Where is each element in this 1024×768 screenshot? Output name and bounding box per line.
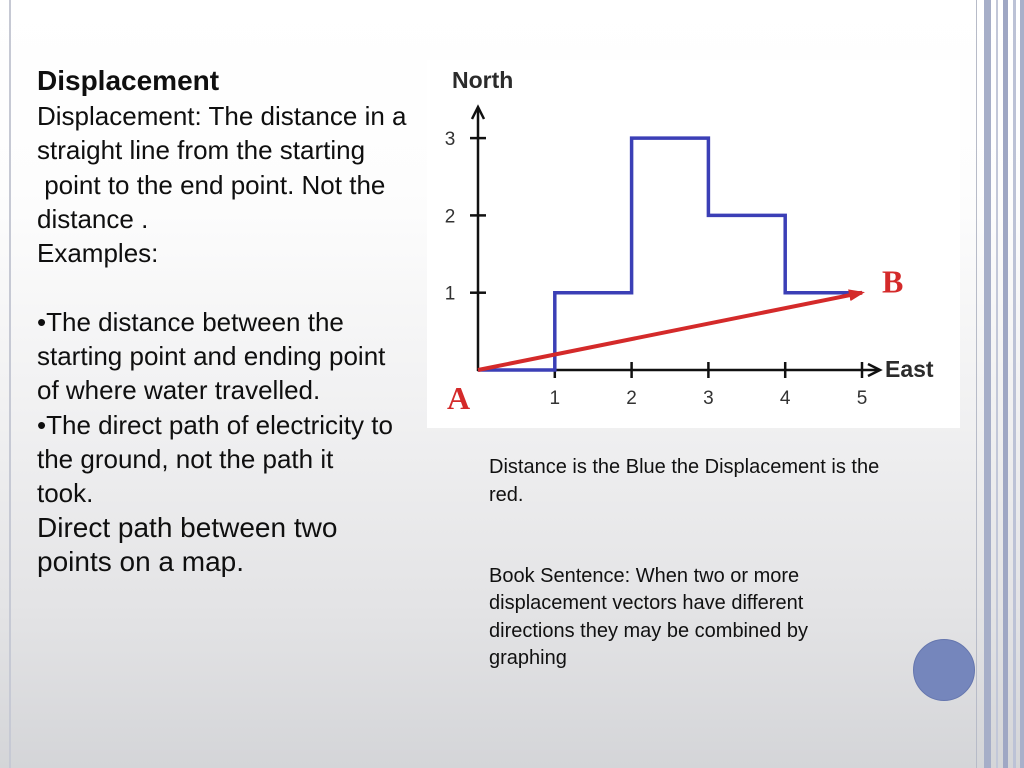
right-border-stripe — [996, 0, 998, 768]
book-sentence: Book Sentence: When two or more displacement vectors have different directions they may be combined by graphing — [489, 565, 809, 669]
examples-label: Examples: — [37, 238, 159, 269]
x-tick-label-5: 5 — [856, 388, 868, 409]
map-note: Direct path between two points on a map. — [37, 511, 338, 577]
left-text-column — [37, 62, 423, 579]
left-border-line — [9, 0, 11, 768]
example-item-water: •The distance between the starting point and ending point of where water travelled. — [37, 306, 386, 406]
right-border-stripe — [1003, 0, 1008, 768]
definition-text: Displacement: The distance in a straight line from the starting point to the end point. Not the distance . — [37, 101, 407, 234]
end-point-label: B — [882, 263, 904, 300]
graph-panel — [427, 60, 960, 428]
example-item-electricity: •The direct path of electricity to the ground, not the path it took. — [37, 409, 393, 509]
y-tick-label-1: 1 — [444, 283, 456, 305]
x-tick-label-3: 3 — [703, 388, 714, 409]
x-tick-label-1: 1 — [549, 388, 561, 409]
start-point-label: A — [447, 380, 471, 416]
slide-title: Displacement — [37, 65, 220, 96]
right-border-stripe — [1020, 0, 1024, 768]
right-border-stripe — [1013, 0, 1016, 768]
blank-line — [37, 270, 423, 304]
x-tick-label-4: 4 — [779, 388, 791, 409]
y-tick-label-2: 2 — [444, 206, 456, 228]
x-axis-label: East — [885, 356, 934, 382]
y-tick-label-3: 3 — [444, 129, 456, 151]
right-border-stripe — [984, 0, 991, 768]
accent-circle — [913, 639, 975, 701]
right-border-stripe — [976, 0, 977, 768]
graph-background — [427, 60, 960, 428]
y-axis-label: North — [452, 67, 514, 93]
displacement-graph — [427, 60, 960, 428]
x-tick-label-2: 2 — [626, 388, 637, 409]
graph-caption: Distance is the Blue the Displacement is the red. — [489, 456, 880, 506]
